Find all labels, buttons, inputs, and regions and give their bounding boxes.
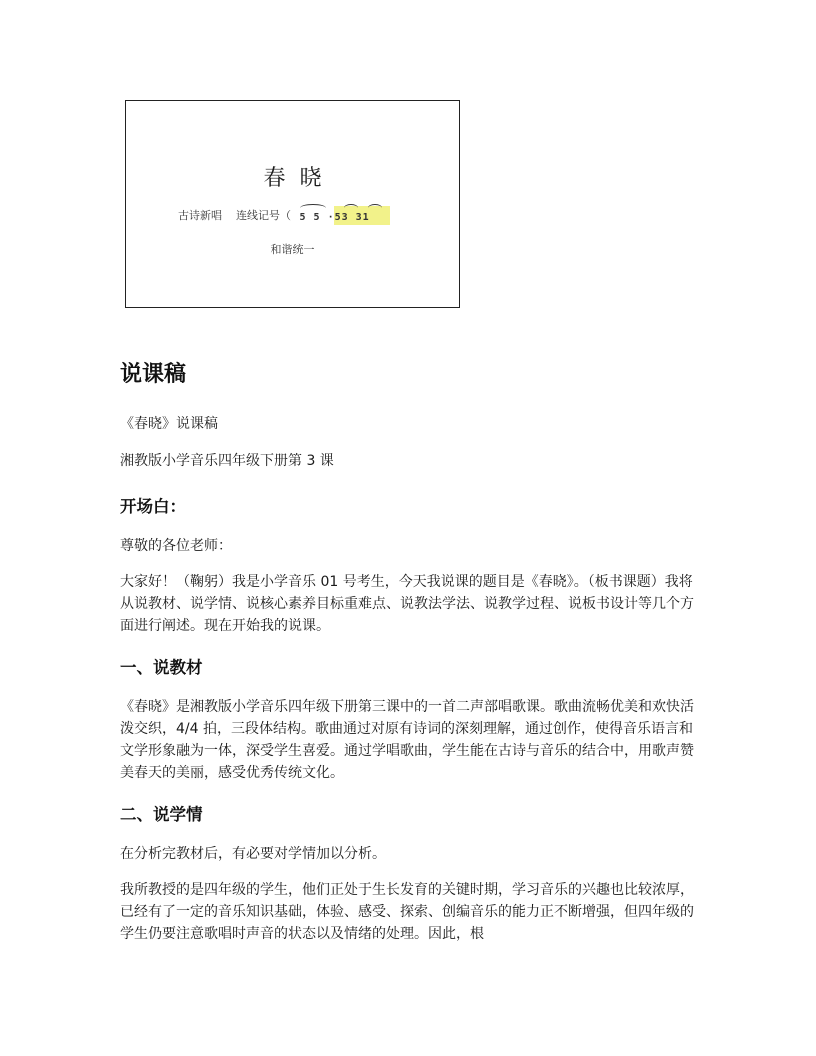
tie-notation — [296, 205, 374, 225]
board-title: 春晓 — [263, 166, 336, 191]
notation-notes: 5 5 ·53 31 — [299, 211, 370, 223]
blackboard-design-image — [125, 100, 460, 308]
greeting-text: 尊敬的各位老师： — [120, 538, 232, 554]
tie-arc — [344, 204, 358, 212]
section-2-paragraph: 我所教授的是四年级的学生，他们正处于生长发育的关键时期，学习音乐的兴趣也比较浓厚，已经有了一定的音乐知识基础，体验、感受、探索、创编音乐的能力正不断增强，但四年级的学生仍要注意歌唱时声音的状态以及情绪的处理。因此，根 — [120, 882, 694, 942]
section-1-heading: 一、说教材 — [120, 658, 203, 677]
subtitle-text: 《春晓》说课稿 — [120, 416, 218, 432]
board-line2-label: 连线记号（ — [236, 209, 291, 222]
board-line-2 — [178, 205, 389, 225]
opening-paragraph: 大家好！（鞠躬）我是小学音乐 01 号考生，今天我说课的题目是《春晓》。（板书课题）我将从说教材、说学情、说核心素养目标重难点、说教法学法、说教学过程、说板书设计等几个方面进行阐述。现在开始我的说课。 — [120, 574, 694, 634]
section-2-intro: 在分析完教材后，有必要对学情加以分析。 — [120, 846, 386, 862]
document-heading: 说课稿 — [120, 362, 187, 387]
tie-arc — [368, 204, 382, 212]
tie-arc — [300, 204, 326, 212]
opening-heading: 开场白： — [120, 497, 186, 516]
section-2-heading: 二、说学情 — [120, 805, 203, 824]
board-line-3: 和谐统一 — [270, 243, 315, 256]
course-text: 湘教版小学音乐四年级下册第 3 课 — [120, 453, 334, 469]
board-line2-prefix: 古诗新唱 — [178, 209, 222, 222]
section-1-paragraph: 《春晓》是湘教版小学音乐四年级下册第三课中的一首二声部唱歌课。歌曲流畅优美和欢快活泼交织，4/4 拍，三段体结构。歌曲通过对原有诗词的深刻理解，通过创作，使得音乐语言和文学形象融为一体，深受学生喜爱。通过学唱歌曲，学生能在古诗与音乐的结合中，用歌声赞美春天的美丽，感受优秀传统文化。 — [120, 699, 694, 781]
